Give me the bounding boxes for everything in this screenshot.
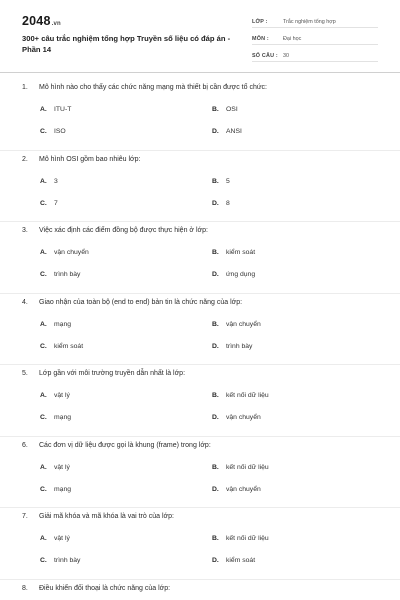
option-text: 7 (54, 199, 58, 207)
answer-option[interactable] (212, 200, 230, 207)
answer-option[interactable] (212, 321, 261, 328)
option-letter: B. (212, 392, 219, 399)
answer-option[interactable] (40, 557, 80, 564)
question-heading (22, 156, 140, 163)
document-header (0, 0, 400, 72)
option-letter: D. (212, 199, 219, 207)
option-letter: C. (40, 485, 47, 493)
option-letter: B. (212, 249, 219, 256)
question-text: Giao nhận của toàn bộ (end to end) bản tin là chức năng của lớp: (39, 298, 243, 306)
meta-row-class (252, 14, 378, 28)
option-text: mạng (54, 414, 72, 421)
option-text: kiểm soát (226, 249, 256, 256)
question-heading (22, 513, 174, 520)
answer-option[interactable] (40, 106, 71, 113)
site-logo[interactable] (22, 14, 61, 28)
option-letter: D. (212, 342, 219, 350)
option-text: vật lý (54, 535, 70, 542)
answer-option[interactable] (40, 200, 58, 207)
question-item (0, 365, 400, 437)
option-text: ISO (54, 128, 66, 135)
option-text: 5 (226, 177, 230, 185)
answer-option[interactable] (40, 486, 71, 493)
meta-row-subject (252, 31, 378, 45)
answer-option[interactable] (40, 178, 58, 185)
option-text: ITU-T (54, 106, 72, 113)
option-letter: D. (212, 485, 219, 493)
option-letter: B. (212, 535, 219, 542)
answer-option[interactable] (212, 464, 269, 471)
option-letter: D. (212, 414, 219, 421)
question-number: 8. (22, 584, 28, 592)
option-letter: C. (40, 414, 47, 421)
question-text: Mô hình OSI gồm bao nhiêu lớp: (39, 155, 141, 163)
option-text: kiểm soát (226, 557, 256, 564)
document-title: 300+ câu trắc nghiệm tổng hợp Truyền số liệu có đáp án - Phần 14 (22, 34, 231, 54)
answer-option[interactable] (40, 414, 71, 421)
question-number: 4. (22, 298, 28, 306)
answer-option[interactable] (212, 535, 269, 542)
question-item (0, 580, 400, 600)
option-text: trình bày (54, 271, 81, 278)
option-text: kiểm soát (54, 342, 84, 350)
option-letter: A. (40, 392, 47, 399)
option-text: trình bày (226, 342, 253, 350)
question-number: 7. (22, 513, 28, 520)
option-letter: A. (40, 177, 47, 185)
question-number: 1. (22, 84, 28, 91)
option-letter: C. (40, 128, 47, 135)
option-letter: C. (40, 342, 47, 350)
answer-option[interactable] (212, 271, 255, 278)
question-text: Việc xác định các điểm đồng bộ được thực hiện ở lớp: (39, 227, 208, 234)
header-divider (0, 72, 400, 73)
question-item (0, 508, 400, 580)
question-item (0, 437, 400, 509)
option-text: vật lý (54, 392, 70, 399)
answer-option[interactable] (40, 249, 89, 256)
answer-option[interactable] (212, 557, 255, 564)
logo-sub-text: .vn (51, 21, 61, 27)
answer-option[interactable] (212, 178, 230, 185)
option-letter: A. (40, 249, 47, 256)
option-text: mạng (54, 485, 72, 493)
option-letter: A. (40, 320, 47, 328)
question-item (0, 222, 400, 294)
question-heading (22, 370, 185, 377)
meta-value: Trắc nghiệm tổng hợp (283, 19, 336, 25)
answer-option[interactable] (40, 535, 70, 542)
question-text: Mô hình nào cho thấy các chức năng mạng mà thiết bị cần được tổ chức: (39, 84, 267, 91)
option-letter: B. (212, 320, 219, 328)
answer-option[interactable] (212, 486, 261, 493)
option-text: vận chuyển (226, 320, 261, 328)
option-text: 3 (54, 177, 58, 185)
meta-row-count (252, 48, 378, 62)
answer-option[interactable] (40, 464, 70, 471)
meta-value: Đại học (283, 36, 302, 42)
answer-option[interactable] (40, 128, 66, 135)
question-text: Các đơn vị dữ liệu được gọi là khung (frame) trong lớp: (39, 441, 211, 449)
question-text: Giải mã khóa và mã khóa là vai trò của lớp: (39, 513, 174, 520)
question-list (0, 79, 400, 600)
question-number: 2. (22, 155, 28, 163)
option-text: vật lý (54, 463, 70, 471)
option-text: OSI (226, 106, 238, 113)
meta-label: LỚP : (252, 19, 268, 25)
answer-option[interactable] (40, 343, 83, 350)
option-text: 8 (226, 199, 230, 207)
option-letter: C. (40, 199, 47, 207)
option-letter: B. (212, 106, 219, 113)
meta-label: MÔN : (252, 36, 269, 42)
question-text: Điều khiển đối thoại là chức năng của lớp: (39, 584, 171, 592)
answer-option[interactable] (40, 271, 80, 278)
meta-label: SỐ CÂU : (252, 53, 278, 59)
question-heading (22, 299, 242, 306)
option-letter: D. (212, 557, 219, 564)
question-item (0, 294, 400, 366)
option-letter: A. (40, 463, 47, 471)
option-text: kết nối dữ liệu (226, 463, 269, 471)
question-item (0, 151, 400, 223)
meta-info (252, 14, 378, 65)
question-number: 5. (22, 370, 28, 377)
option-text: kết nối dữ liệu (226, 392, 269, 399)
option-text: kết nối dữ liệu (226, 535, 269, 542)
answer-option[interactable] (212, 343, 252, 350)
question-item (0, 79, 400, 151)
answer-option[interactable] (40, 321, 71, 328)
option-text: ứng dụng (226, 271, 256, 278)
question-number: 6. (22, 441, 28, 449)
option-letter: D. (212, 128, 219, 135)
question-heading (22, 442, 211, 449)
option-letter: C. (40, 271, 47, 278)
answer-option[interactable] (212, 128, 242, 135)
answer-option[interactable] (212, 106, 238, 113)
question-text: Lớp gần với môi trường truyền dẫn nhất là lớp: (39, 370, 186, 377)
option-text: mạng (54, 320, 72, 328)
question-heading (22, 585, 170, 592)
question-heading (22, 84, 267, 91)
question-number: 3. (22, 227, 28, 234)
option-text: trình bày (54, 557, 81, 564)
option-letter: C. (40, 557, 47, 564)
option-text: vận chuyển (226, 485, 261, 493)
option-letter: D. (212, 271, 219, 278)
option-letter: A. (40, 106, 47, 113)
meta-value: 30 (283, 53, 289, 59)
logo-main-text: 2048 (22, 14, 51, 28)
answer-option[interactable] (40, 392, 70, 399)
answer-option[interactable] (212, 249, 255, 256)
option-text: vận chuyển (54, 249, 89, 256)
option-text: vận chuyển (226, 414, 261, 421)
answer-option[interactable] (212, 392, 269, 399)
option-letter: B. (212, 177, 219, 185)
answer-option[interactable] (212, 414, 261, 421)
option-letter: B. (212, 463, 219, 471)
option-letter: A. (40, 535, 47, 542)
question-heading (22, 227, 208, 234)
option-text: ANSI (226, 128, 242, 135)
